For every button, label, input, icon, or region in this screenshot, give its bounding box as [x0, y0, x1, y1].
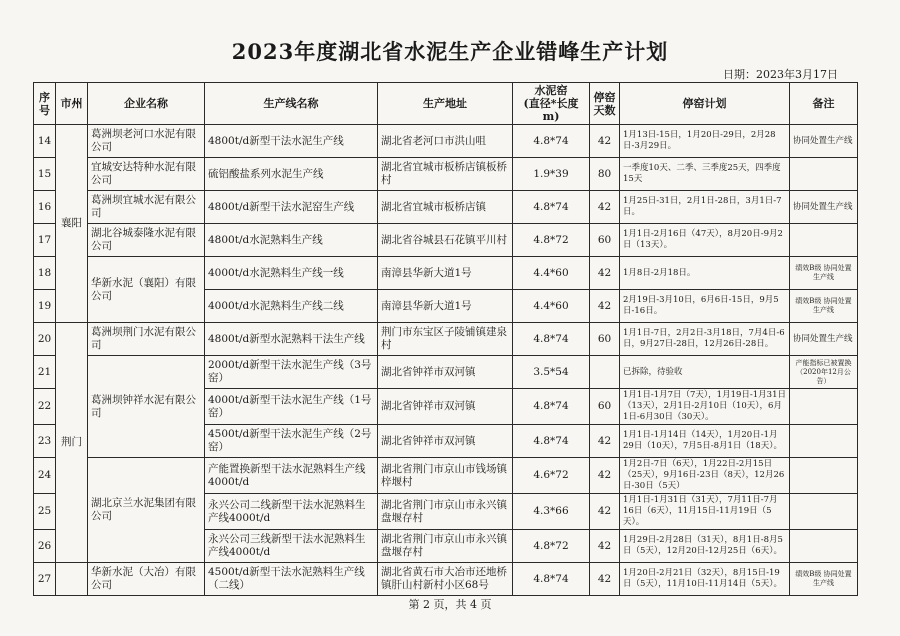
- kiln-size: 4.8*74: [513, 323, 590, 356]
- document-title: 2023年度湖北省水泥生产企业错峰生产计划: [231, 39, 669, 64]
- row-seq: 27: [34, 563, 56, 596]
- stop-plan: 1月1日-1月7日（7天），1月19日-1月31日（13天），2月1日-2月10日（10天），6月1日-6月30日（30天）。: [620, 389, 790, 425]
- stop-plan: 1月20日-2月21日（32天），8月15日-19日（5天），11月10日-11月14日（5天）。: [620, 563, 790, 596]
- city-jingmen: 荆门: [56, 323, 88, 563]
- table-row: [34, 257, 858, 290]
- kiln-size: 4.4*60: [513, 257, 590, 290]
- row-seq: 23: [34, 425, 56, 458]
- line-name: 4500t/d新型干法水泥熟料生产线（二线）: [205, 563, 378, 596]
- kiln-size: 4.6*72: [513, 458, 590, 494]
- line-name: 4800t/d新型干法水泥窑生产线: [205, 191, 378, 224]
- line-name: 4000t/d水泥熟料生产线二线: [205, 290, 378, 323]
- note: 协同处置生产线: [790, 323, 858, 356]
- line-name: 硫铝酸盐系列水泥生产线: [205, 158, 378, 191]
- table-row: [34, 356, 858, 389]
- line-name: 4500t/d新型干法水泥生产线（2号窑）: [205, 425, 378, 458]
- note: 协同处置生产线: [790, 125, 858, 158]
- stop-days: 42: [590, 290, 620, 323]
- note: [790, 389, 858, 425]
- stop-plan: 1月25日-31日，2月1日-28日，3月1日-7日。: [620, 191, 790, 224]
- table-row: [34, 191, 858, 224]
- stop-plan: 1月8日-2月18日。: [620, 257, 790, 290]
- stop-days: 60: [590, 224, 620, 257]
- line-name: 2000t/d新型干法水泥生产线（3号窑）: [205, 356, 378, 389]
- header-seq: 序号: [34, 83, 56, 125]
- page-number: 第 2 页，共 4 页: [408, 598, 492, 611]
- stop-days: 42: [590, 125, 620, 158]
- row-seq: 21: [34, 356, 56, 389]
- note: [790, 494, 858, 530]
- company-name: 葛洲坝荆门水泥有限公司: [88, 323, 205, 356]
- company-name: 葛洲坝老河口水泥有限公司: [88, 125, 205, 158]
- address: 湖北省老河口市洪山咀: [378, 125, 513, 158]
- header-company: 企业名称: [88, 83, 205, 125]
- row-seq: 20: [34, 323, 56, 356]
- kiln-size: 4.8*74: [513, 191, 590, 224]
- stop-plan: 已拆除，待验收: [620, 356, 790, 389]
- address: 湖北省钟祥市双河镇: [378, 356, 513, 389]
- note: [790, 530, 858, 563]
- line-name: 4000t/d新型干法水泥生产线（1号窑）: [205, 389, 378, 425]
- stop-plan: 1月13日-15日，1月20日-29日，2月28日-3月29日。: [620, 125, 790, 158]
- kiln-size: 4.3*66: [513, 494, 590, 530]
- kiln-size: 1.9*39: [513, 158, 590, 191]
- schedule-table: [33, 82, 858, 596]
- row-seq: 22: [34, 389, 56, 425]
- note: 绩效B级 协同处置生产线: [790, 290, 858, 323]
- address: 南漳县华新大道1号: [378, 257, 513, 290]
- address: 荆门市东宝区子陵铺镇建泉村: [378, 323, 513, 356]
- stop-plan: 1月1日-1月14日（14天），1月20日-1月29日（10天），7月5日-8月1日（18天）。: [620, 425, 790, 458]
- line-name: 4000t/d水泥熟料生产线一线: [205, 257, 378, 290]
- row-seq: 16: [34, 191, 56, 224]
- table-row: [34, 323, 858, 356]
- header-plan: 停窑计划: [620, 83, 790, 125]
- address: 湖北省宜城市板桥店镇: [378, 191, 513, 224]
- stop-days: 42: [590, 530, 620, 563]
- line-name: 4800t/d新型水泥熟料干法生产线: [205, 323, 378, 356]
- row-seq: 24: [34, 458, 56, 494]
- row-seq: 17: [34, 224, 56, 257]
- stop-plan: 1月1日-1月31日（31天），7月11日-7月16日（6天），11月15日-11月19日（5天）。: [620, 494, 790, 530]
- stop-days: 42: [590, 563, 620, 596]
- line-name: 产能置换新型干法水泥熟料生产线4000t/d: [205, 458, 378, 494]
- stop-plan: 1月29日-2月28日（31天），8月1日-8月5日（5天），12月20日-12月25日（6天）。: [620, 530, 790, 563]
- address: 南漳县华新大道1号: [378, 290, 513, 323]
- kiln-size: 3.5*54: [513, 356, 590, 389]
- kiln-size: 4.8*74: [513, 389, 590, 425]
- header-note: 备注: [790, 83, 858, 125]
- header-kiln: 水泥窑 (直径*长度m): [513, 83, 590, 125]
- stop-days: 42: [590, 257, 620, 290]
- row-seq: 25: [34, 494, 56, 530]
- address: 湖北省谷城县石花镇平川村: [378, 224, 513, 257]
- address: 湖北省荆门市京山市钱场镇梓堰村: [378, 458, 513, 494]
- header-days: 停窑 天数: [590, 83, 620, 125]
- header-line: 生产线名称: [205, 83, 378, 125]
- stop-days: 42: [590, 191, 620, 224]
- note: 协同处置生产线: [790, 191, 858, 224]
- stop-plan: 2月19日-3月10日，6月6日-15日，9月5日-16日。: [620, 290, 790, 323]
- stop-days: 42: [590, 458, 620, 494]
- stop-plan: 1月2日-7日（6天），1月22日-2月15日（25天），9月16日-23日（8天），12月26日-30日（5天）: [620, 458, 790, 494]
- address: 湖北省荆门市京山市永兴镇盘堰存村: [378, 530, 513, 563]
- table-row: [34, 158, 858, 191]
- table-row: [34, 125, 858, 158]
- city-xiangyang: 襄阳: [56, 125, 88, 323]
- stop-plan: 1月1日-7日，2月2日-3月18日，7月4日-6日，9月27日-28日，12月26日-28日。: [620, 323, 790, 356]
- note: [790, 458, 858, 494]
- table-row: [34, 563, 858, 596]
- address: 湖北省宜城市板桥店镇板桥村: [378, 158, 513, 191]
- city-empty: [56, 563, 88, 596]
- kiln-size: 4.8*74: [513, 125, 590, 158]
- stop-days: 42: [590, 494, 620, 530]
- company-name: 湖北京兰水泥集团有限公司: [88, 458, 205, 563]
- stop-days: 42: [590, 425, 620, 458]
- table-header-row: [34, 83, 858, 125]
- note: [790, 158, 858, 191]
- table-row: [34, 224, 858, 257]
- row-seq: 18: [34, 257, 56, 290]
- header-address: 生产地址: [378, 83, 513, 125]
- stop-days: [590, 356, 620, 389]
- row-seq: 14: [34, 125, 56, 158]
- company-name: 葛洲坝宜城水泥有限公司: [88, 191, 205, 224]
- stop-days: 60: [590, 323, 620, 356]
- stop-plan: 1月1日-2月16日（47天），8月20日-9月2日（13天）。: [620, 224, 790, 257]
- kiln-size: 4.8*72: [513, 530, 590, 563]
- kiln-size: 4.4*60: [513, 290, 590, 323]
- row-seq: 15: [34, 158, 56, 191]
- company-name: 华新水泥（大冶）有限公司: [88, 563, 205, 596]
- row-seq: 19: [34, 290, 56, 323]
- line-name: 4800t/d水泥熟料生产线: [205, 224, 378, 257]
- address: 湖北省钟祥市双河镇: [378, 425, 513, 458]
- note: [790, 425, 858, 458]
- document-date: 日期：2023年3月17日: [723, 68, 838, 81]
- line-name: 永兴公司二线新型干法水泥熟料生产线4000t/d: [205, 494, 378, 530]
- address: 湖北省黄石市大冶市还地桥镇肝山村新村小区68号: [378, 563, 513, 596]
- stop-days: 60: [590, 389, 620, 425]
- note: 绩效B级 协同处置生产线: [790, 563, 858, 596]
- table-row: [34, 458, 858, 494]
- line-name: 永兴公司三线新型干法水泥熟料生产线4000t/d: [205, 530, 378, 563]
- company-name: 湖北谷城泰隆水泥有限公司: [88, 224, 205, 257]
- kiln-size: 4.8*74: [513, 563, 590, 596]
- stop-plan: 一季度10天、二季、三季度25天，四季度15天: [620, 158, 790, 191]
- note: 绩效B级 协同处置生产线: [790, 257, 858, 290]
- kiln-size: 4.8*72: [513, 224, 590, 257]
- row-seq: 26: [34, 530, 56, 563]
- company-name: 葛洲坝钟祥水泥有限公司: [88, 356, 205, 458]
- address: 湖北省荆门市京山市永兴镇盘堰存村: [378, 494, 513, 530]
- kiln-size: 4.8*74: [513, 425, 590, 458]
- address: 湖北省钟祥市双河镇: [378, 389, 513, 425]
- note: 产能指标已被置换（2020年12月公告）: [790, 356, 858, 389]
- company-name: 华新水泥（襄阳）有限公司: [88, 257, 205, 323]
- header-city: 市州: [56, 83, 88, 125]
- line-name: 4800t/d新型干法水泥生产线: [205, 125, 378, 158]
- stop-days: 80: [590, 158, 620, 191]
- company-name: 宜城安达特种水泥有限公司: [88, 158, 205, 191]
- note: [790, 224, 858, 257]
